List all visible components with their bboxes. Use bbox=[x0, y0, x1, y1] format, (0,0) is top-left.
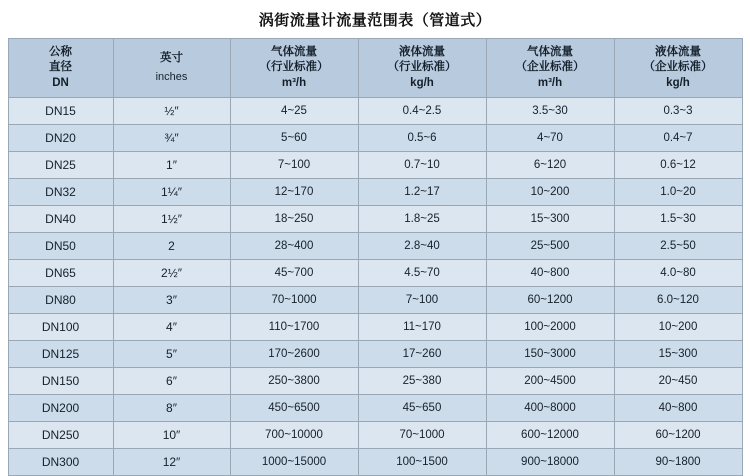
cell-gas-enterprise: 15~300 bbox=[486, 206, 614, 233]
table-row bbox=[8, 341, 742, 368]
table-row bbox=[8, 233, 742, 260]
table-row bbox=[8, 395, 742, 422]
cell-nominal-diameter: DN15 bbox=[8, 98, 113, 125]
cell-gas-industry: 450~6500 bbox=[230, 395, 358, 422]
cell-inches: 1″ bbox=[113, 152, 230, 179]
cell-nominal-diameter: DN20 bbox=[8, 125, 113, 152]
header-gas-industry bbox=[230, 39, 358, 98]
table-row bbox=[8, 179, 742, 206]
cell-inches: 3″ bbox=[113, 287, 230, 314]
header-nominal-diameter-line2: 直径 bbox=[49, 61, 72, 74]
cell-liquid-industry: 25~380 bbox=[358, 368, 486, 395]
cell-nominal-diameter: DN250 bbox=[8, 422, 113, 449]
header-liquid-industry-unit: kg/h bbox=[410, 76, 434, 89]
table-row bbox=[8, 287, 742, 314]
cell-nominal-diameter: DN80 bbox=[8, 287, 113, 314]
header-liquid-enterprise-line2: （企业标准） bbox=[643, 61, 713, 74]
cell-inches: 12″ bbox=[113, 449, 230, 476]
cell-liquid-enterprise: 90~1800 bbox=[614, 449, 742, 476]
cell-nominal-diameter: DN50 bbox=[8, 233, 113, 260]
cell-liquid-enterprise: 15~300 bbox=[614, 341, 742, 368]
cell-gas-industry: 7~100 bbox=[230, 152, 358, 179]
cell-nominal-diameter: DN65 bbox=[8, 260, 113, 287]
cell-gas-enterprise: 6~120 bbox=[486, 152, 614, 179]
cell-nominal-diameter: DN300 bbox=[8, 449, 113, 476]
cell-gas-enterprise: 3.5~30 bbox=[486, 98, 614, 125]
table-header bbox=[8, 39, 742, 98]
cell-liquid-enterprise: 20~450 bbox=[614, 368, 742, 395]
cell-gas-enterprise: 25~500 bbox=[486, 233, 614, 260]
cell-gas-industry: 110~1700 bbox=[230, 314, 358, 341]
page-title: 涡街流量计流量范围表（管道式） bbox=[258, 12, 492, 29]
cell-liquid-enterprise: 10~200 bbox=[614, 314, 742, 341]
cell-liquid-enterprise: 1.5~30 bbox=[614, 206, 742, 233]
header-liquid-industry-line2: （行业标准） bbox=[387, 61, 457, 74]
cell-nominal-diameter: DN25 bbox=[8, 152, 113, 179]
header-gas-enterprise-line2: （企业标准） bbox=[515, 61, 585, 74]
cell-gas-industry: 12~170 bbox=[230, 179, 358, 206]
cell-liquid-industry: 45~650 bbox=[358, 395, 486, 422]
cell-gas-enterprise: 150~3000 bbox=[486, 341, 614, 368]
header-gas-enterprise-unit: m³/h bbox=[537, 76, 563, 89]
cell-liquid-enterprise: 0.3~3 bbox=[614, 98, 742, 125]
table-row bbox=[8, 152, 742, 179]
cell-liquid-industry: 11~170 bbox=[358, 314, 486, 341]
cell-liquid-industry: 0.4~2.5 bbox=[358, 98, 486, 125]
cell-inches: 1¼″ bbox=[113, 179, 230, 206]
header-liquid-enterprise-line1: 液体流量 bbox=[655, 45, 701, 58]
header-inches-line2: inches bbox=[155, 70, 188, 83]
cell-gas-industry: 250~3800 bbox=[230, 368, 358, 395]
cell-nominal-diameter: DN32 bbox=[8, 179, 113, 206]
header-nominal-diameter-line3: DN bbox=[52, 76, 69, 89]
cell-nominal-diameter: DN200 bbox=[8, 395, 113, 422]
cell-inches: ½″ bbox=[113, 98, 230, 125]
table-row bbox=[8, 422, 742, 449]
cell-inches: 10″ bbox=[113, 422, 230, 449]
header-gas-enterprise bbox=[486, 39, 614, 98]
cell-liquid-industry: 100~1500 bbox=[358, 449, 486, 476]
cell-liquid-industry: 7~100 bbox=[358, 287, 486, 314]
cell-gas-industry: 170~2600 bbox=[230, 341, 358, 368]
cell-nominal-diameter: DN125 bbox=[8, 341, 113, 368]
cell-gas-industry: 18~250 bbox=[230, 206, 358, 233]
cell-liquid-industry: 1.8~25 bbox=[358, 206, 486, 233]
cell-gas-industry: 700~10000 bbox=[230, 422, 358, 449]
cell-liquid-enterprise: 60~1200 bbox=[614, 422, 742, 449]
cell-inches: 2½″ bbox=[113, 260, 230, 287]
header-gas-industry-unit: m³/h bbox=[281, 76, 307, 89]
cell-gas-enterprise: 600~12000 bbox=[486, 422, 614, 449]
cell-gas-industry: 5~60 bbox=[230, 125, 358, 152]
cell-gas-enterprise: 900~18000 bbox=[486, 449, 614, 476]
cell-liquid-industry: 4.5~70 bbox=[358, 260, 486, 287]
table-body bbox=[8, 98, 742, 476]
cell-gas-enterprise: 4~70 bbox=[486, 125, 614, 152]
cell-inches: 5″ bbox=[113, 341, 230, 368]
cell-gas-enterprise: 100~2000 bbox=[486, 314, 614, 341]
cell-liquid-enterprise: 4.0~80 bbox=[614, 260, 742, 287]
header-liquid-enterprise-unit: kg/h bbox=[666, 76, 690, 89]
cell-liquid-industry: 1.2~17 bbox=[358, 179, 486, 206]
cell-liquid-enterprise: 1.0~20 bbox=[614, 179, 742, 206]
cell-liquid-industry: 0.7~10 bbox=[358, 152, 486, 179]
cell-gas-enterprise: 400~8000 bbox=[486, 395, 614, 422]
flow-range-table bbox=[8, 38, 743, 476]
header-gas-enterprise-line1: 气体流量 bbox=[527, 45, 573, 58]
cell-liquid-industry: 70~1000 bbox=[358, 422, 486, 449]
cell-gas-industry: 4~25 bbox=[230, 98, 358, 125]
header-inches-line1: 英寸 bbox=[160, 52, 183, 65]
cell-gas-industry: 70~1000 bbox=[230, 287, 358, 314]
cell-liquid-enterprise: 0.4~7 bbox=[614, 125, 742, 152]
cell-gas-enterprise: 40~800 bbox=[486, 260, 614, 287]
header-liquid-industry-line1: 液体流量 bbox=[399, 45, 445, 58]
table-row bbox=[8, 260, 742, 287]
header-liquid-industry bbox=[358, 39, 486, 98]
cell-liquid-industry: 0.5~6 bbox=[358, 125, 486, 152]
table-row bbox=[8, 98, 742, 125]
cell-nominal-diameter: DN40 bbox=[8, 206, 113, 233]
cell-nominal-diameter: DN150 bbox=[8, 368, 113, 395]
header-inches bbox=[113, 39, 230, 98]
table-row bbox=[8, 314, 742, 341]
cell-gas-industry: 28~400 bbox=[230, 233, 358, 260]
header-nominal-diameter bbox=[8, 39, 113, 98]
cell-liquid-industry: 2.8~40 bbox=[358, 233, 486, 260]
header-gas-industry-line2: （行业标准） bbox=[259, 61, 329, 74]
cell-gas-industry: 1000~15000 bbox=[230, 449, 358, 476]
table-row bbox=[8, 125, 742, 152]
cell-liquid-enterprise: 6.0~120 bbox=[614, 287, 742, 314]
table-row bbox=[8, 368, 742, 395]
cell-inches: 2 bbox=[113, 233, 230, 260]
cell-inches: 1½″ bbox=[113, 206, 230, 233]
cell-inches: ¾″ bbox=[113, 125, 230, 152]
cell-inches: 8″ bbox=[113, 395, 230, 422]
cell-liquid-enterprise: 2.5~50 bbox=[614, 233, 742, 260]
cell-gas-industry: 45~700 bbox=[230, 260, 358, 287]
cell-liquid-enterprise: 40~800 bbox=[614, 395, 742, 422]
header-gas-industry-line1: 气体流量 bbox=[271, 45, 317, 58]
cell-nominal-diameter: DN100 bbox=[8, 314, 113, 341]
header-row bbox=[8, 39, 742, 98]
cell-gas-enterprise: 60~1200 bbox=[486, 287, 614, 314]
table-row bbox=[8, 206, 742, 233]
table-row bbox=[8, 449, 742, 476]
cell-gas-enterprise: 10~200 bbox=[486, 179, 614, 206]
cell-inches: 4″ bbox=[113, 314, 230, 341]
header-liquid-enterprise bbox=[614, 39, 742, 98]
cell-liquid-industry: 17~260 bbox=[358, 341, 486, 368]
header-nominal-diameter-line1: 公称 bbox=[49, 45, 72, 58]
cell-inches: 6″ bbox=[113, 368, 230, 395]
cell-gas-enterprise: 200~4500 bbox=[486, 368, 614, 395]
cell-liquid-enterprise: 0.6~12 bbox=[614, 152, 742, 179]
